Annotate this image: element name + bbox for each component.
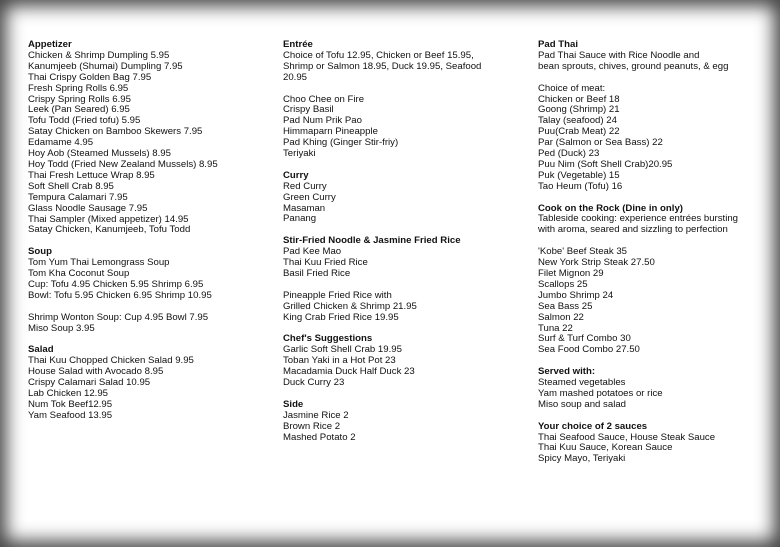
menu-item: Tofu Todd (Fried tofu) 5.95 [28, 115, 141, 127]
menu-item: Grilled Chicken & Shrimp 21.95 [283, 300, 417, 312]
menu-item: bean sprouts, chives, ground peanuts, & egg [538, 60, 729, 72]
section-heading: Entrée [283, 39, 313, 50]
menu-item: Thai Kuu Chopped Chicken Salad 9.95 [28, 355, 194, 367]
menu-column-2 [283, 40, 518, 454]
section-heading: Curry [283, 169, 309, 181]
menu-item: Hoy Aob (Steamed Mussels) 8.95 [28, 148, 171, 160]
spacer [28, 302, 268, 313]
spacer [283, 84, 518, 95]
menu-item: Choice of Tofu 12.95, Chicken or Beef 15.95, [283, 49, 474, 61]
menu-item: Lab Chicken 12.95 [28, 387, 109, 399]
menu-section [283, 236, 518, 323]
menu-item: Shrimp Wonton Soup: Cup 4.95 Bowl 7.95 [28, 311, 209, 323]
menu-item: Miso soup and salad [538, 398, 626, 410]
section-heading: Soup [28, 246, 52, 258]
section-heading: Chef's Suggestions [283, 333, 373, 345]
menu-column-3 [538, 40, 758, 476]
menu-section [538, 422, 758, 466]
menu-item: Surf & Turf Combo 30 [538, 333, 631, 345]
section-heading: Your choice of 2 sauces [538, 420, 648, 432]
menu-item: Crispy Spring Rolls 6.95 [28, 93, 131, 105]
menu-item: Brown Rice 2 [283, 420, 341, 432]
menu-column-1 [28, 40, 268, 433]
menu-item: Teriyaki [283, 148, 316, 160]
menu-section [283, 334, 518, 389]
menu-item: Par (Salmon or Sea Bass) 22 [538, 137, 663, 149]
menu-item: Tableside cooking: experience entrées bursting [538, 213, 738, 225]
menu-item: Duck Curry 23 [283, 377, 345, 389]
menu-item: Goong (Shrimp) 21 [538, 104, 620, 116]
menu-item: Tuna 22 [538, 322, 573, 334]
menu-item: Pineapple Fried Rice with [283, 289, 392, 301]
menu-item: Green Curry [283, 191, 336, 203]
menu-item: Edamame 4.95 [28, 137, 94, 149]
menu-item: Sea Food Combo 27.50 [538, 344, 640, 356]
menu-item: Choo Chee on Fire [283, 93, 365, 105]
menu-item: Puk (Vegetable) 15 [538, 169, 620, 181]
menu-section [283, 171, 518, 226]
menu-item: Tom Kha Coconut Soup [28, 268, 130, 280]
menu-item: Talay (seafood) 24 [538, 115, 617, 127]
menu-item: Yam mashed potatoes or rice [538, 387, 663, 399]
menu-item: Jumbo Shrimp 24 [538, 289, 614, 301]
menu-item: Hoy Todd (Fried New Zealand Mussels) 8.95 [28, 158, 218, 170]
section-heading: Cook on the Rock (Dine in only) [538, 202, 683, 214]
menu-item: Panang [283, 213, 317, 225]
menu-item: Tempura Calamari 7.95 [28, 191, 128, 203]
section-heading: Stir-Fried Noodle & Jasmine Fried Rice [283, 235, 461, 247]
menu-item: Pad Num Prik Pao [283, 115, 362, 127]
section-heading: Side [283, 398, 304, 410]
spacer [538, 73, 758, 84]
menu-item: Crispy Basil [283, 104, 334, 116]
menu-item: Scallops 25 [538, 278, 588, 290]
menu-section [28, 40, 268, 236]
section-heading: Served with: [538, 366, 596, 378]
menu-item: Garlic Soft Shell Crab 19.95 [283, 344, 402, 356]
menu-item: Himmaparn Pineapple [283, 126, 378, 138]
menu-item: Puu(Crab Meat) 22 [538, 126, 620, 138]
menu-item: Filet Mignon 29 [538, 267, 604, 279]
menu-item: Glass Noodle Sausage 7.95 [28, 202, 148, 214]
menu-item: Choice of meat: [538, 82, 606, 94]
menu-item: Crispy Calamari Salad 10.95 [28, 377, 151, 389]
menu-item: Red Curry [283, 180, 327, 192]
menu-item: Thai Crispy Golden Bag 7.95 [28, 71, 152, 83]
menu-item: Bowl: Tofu 5.95 Chicken 6.95 Shrimp 10.95 [28, 289, 212, 301]
menu-item: Pad Thai Sauce with Rice Noodle and [538, 49, 700, 61]
menu-section [538, 367, 758, 411]
menu-item: Fresh Spring Rolls 6.95 [28, 82, 129, 94]
menu-item: Satay Chicken on Bamboo Skewers 7.95 [28, 126, 203, 138]
menu-section [28, 345, 268, 421]
menu-item: with aroma, seared and sizzling to perfection [538, 224, 728, 236]
menu-item: Chicken or Beef 18 [538, 93, 620, 105]
section-heading: Appetizer [28, 39, 72, 50]
menu-item: Shrimp or Salmon 18.95, Duck 19.95, Seafood [283, 60, 482, 72]
menu-section [283, 40, 518, 160]
menu-item: Mashed Potato 2 [283, 431, 356, 443]
menu-item: House Salad with Avocado 8.95 [28, 366, 164, 378]
menu-item: Leek (Pan Seared) 6.95 [28, 104, 130, 116]
menu-section [283, 400, 518, 444]
menu-item: Thai Kuu Fried Rice [283, 257, 368, 269]
menu-item: Miso Soup 3.95 [28, 322, 95, 334]
menu-item: Jasmine Rice 2 [283, 409, 349, 421]
menu-item: Thai Seafood Sauce, House Steak Sauce [538, 431, 716, 443]
menu-item: Puu Nim (Soft Shell Crab)20.95 [538, 158, 673, 170]
menu-item: Masaman [283, 202, 326, 214]
menu-item: Cup: Tofu 4.95 Chicken 5.95 Shrimp 6.95 [28, 278, 204, 290]
menu-section [538, 204, 758, 357]
menu-item: Chicken & Shrimp Dumpling 5.95 [28, 49, 170, 61]
menu-item: Pad Kee Mao [283, 246, 342, 258]
menu-item: Spicy Mayo, Teriyaki [538, 453, 626, 465]
menu-item: Ped (Duck) 23 [538, 148, 600, 160]
menu-item: New York Strip Steak 27.50 [538, 257, 655, 269]
menu-item: Thai Kuu Sauce, Korean Sauce [538, 442, 673, 454]
menu-item: 'Kobe' Beef Steak 35 [538, 246, 628, 258]
menu-item: Soft Shell Crab 8.95 [28, 180, 114, 192]
menu-item: Yam Seafood 13.95 [28, 409, 113, 421]
menu-item: Toban Yaki in a Hot Pot 23 [283, 355, 396, 367]
menu-item: Tao Heum (Tofu) 16 [538, 180, 623, 192]
menu-item: Steamed vegetables [538, 377, 626, 389]
menu-section [538, 40, 758, 193]
menu-item: Basil Fried Rice [283, 267, 351, 279]
menu-item: Tom Yum Thai Lemongrass Soup [28, 257, 170, 269]
section-heading: Pad Thai [538, 39, 578, 50]
menu-item: Pad Khing (Ginger Stir-friy) [283, 137, 399, 149]
menu-section [28, 247, 268, 334]
section-heading: Salad [28, 344, 54, 356]
menu-item: Num Tok Beef12.95 [28, 398, 113, 410]
menu-item: Thai Fresh Lettuce Wrap 8.95 [28, 169, 155, 181]
menu-item: King Crab Fried Rice 19.95 [283, 311, 399, 323]
menu-item: Satay Chicken, Kanumjeeb, Tofu Todd [28, 224, 191, 236]
menu-item: Sea Bass 25 [538, 300, 593, 312]
menu-item: Salmon 22 [538, 311, 584, 323]
menu-item: 20.95 [283, 71, 308, 83]
menu-item: Thai Sampler (Mixed appetizer) 14.95 [28, 213, 189, 225]
menu-item: Macadamia Duck Half Duck 23 [283, 366, 415, 378]
menu-item: Kanumjeeb (Shumai) Dumpling 7.95 [28, 60, 183, 72]
